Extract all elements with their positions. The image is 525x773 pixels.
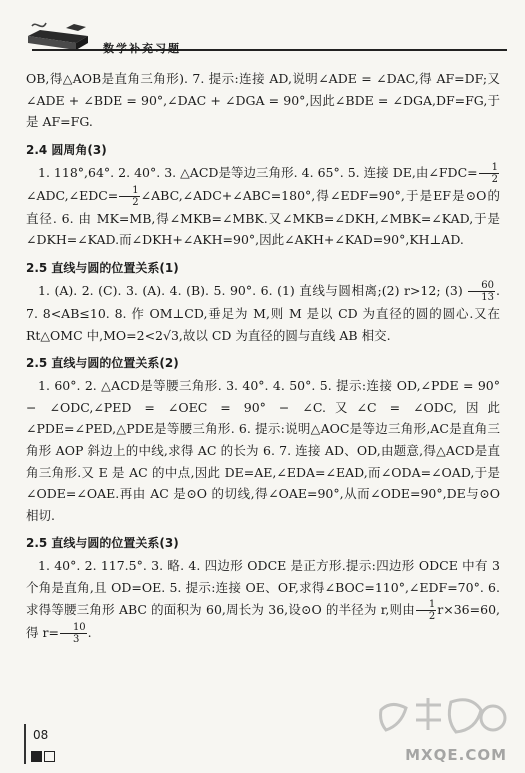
page-header [0, 0, 525, 62]
filled-square-icon [31, 751, 42, 762]
answer-paragraph [26, 375, 500, 526]
header-title: 数学补充习题 [103, 42, 181, 55]
fraction-denominator: 2 [132, 196, 139, 208]
fraction-denominator: 2 [428, 610, 436, 622]
answer-content [26, 68, 500, 645]
text-run: . 7. 8<AB≤10. 8. 作 OM⊥CD,垂足为 M,则 M 是以 CD 为直径的圆的圆心.又在 Rt△OMC 中,MO=2<2√3,故以 CD 为直径的圆与直线 AB 相交. [26, 282, 500, 343]
fraction [479, 162, 499, 185]
text-run: 1. 60°. 2. △ACD是等腰三角形. 3. 40°. 4. 50°. 5. 提示:连接 OD,∠PDE = 90° − ∠ODC,∠PED = ∠OEC = 90° − ∠C.又∠C = ∠ODC,因此∠PDE=∠PED,△PDE是等腰三角形. 6. 提示:说明△AOC是等边三角形,AC是直角三角形 AOP 斜边上的中线,求得 AC 的长为 6. 7. 连接 AD、OD,由题意,得△ACD是直角三角形.又 E 是 AC 的中点,因此 DE=AE,∠EDA=∠EAD,而∠ODA=∠OAD,于是∠ODE=∠OAE.再由 AC 是⊙O 的切线,得∠OAE=90°,从而∠ODE=90°,DE与⊙O相切. [26, 378, 500, 523]
watermark-text: MXQE.COM [405, 746, 507, 764]
fraction [60, 622, 87, 645]
fraction-denominator: 2 [491, 173, 498, 185]
text-run: r×36=60,得 r= [26, 601, 500, 640]
section-heading: 2.4 圆周角(3) [26, 142, 107, 157]
fraction [468, 280, 495, 303]
text-run: OB,得△AOB是直角三角形). 7. 提示:连接 AD,说明∠ADE = ∠DAC,得 AF=DF;又∠ADE + ∠BDE = 90°,∠DAC + ∠DGA = 90°,因此∠BDE = ∠DGA,DF=FG,于是 AF=FG. [26, 71, 500, 130]
section-heading: 2.5 直线与圆的位置关系(3) [26, 536, 179, 551]
answer-paragraph [26, 68, 500, 133]
text-run: ∠ABC,∠ADC+∠ABC=180°,得∠EDF=90°,于是EF是⊙O的直径. 6. 由 MK=MB,得∠MKB=∠MBK.又∠MKB=∠DKH,∠MBK=∠KAD,于是∠DKH=∠KAD.而∠DKH+∠AKH=90°,因此∠AKH+∠KAD=90°,KH⊥AD. [26, 187, 500, 248]
fraction-numerator: 1 [479, 162, 499, 174]
answer-paragraph [26, 280, 500, 346]
fraction-denominator: 13 [481, 291, 495, 303]
book-stack-icon [26, 14, 92, 54]
fraction-numerator: 1 [119, 185, 139, 197]
text-run: 1. 40°. 2. 117.5°. 3. 略. 4. 四边形 ODCE 是正方形.提示:四边形 ODCE 中有 3 个角是直角,且 OD=OE. 5. 提示:连接 OE、OF,求得∠BOC=110°,∠EDF=70°. 6. 求得等腰三角形 ABC 的面积为 60,周长为 36,设⊙O 的半径为 r,则由 [26, 558, 500, 617]
fraction-numerator: 60 [468, 280, 495, 292]
fraction [119, 185, 139, 208]
page-number: 08 [33, 728, 49, 742]
text-run: ∠ADC,∠EDC= [26, 187, 119, 203]
answer-paragraph [26, 555, 500, 644]
text-run: . [87, 624, 92, 640]
page-marks [31, 746, 57, 765]
section-heading: 2.5 直线与圆的位置关系(2) [26, 356, 179, 371]
footer-rule [24, 724, 26, 764]
text-run: 1. (A). 2. (C). 3. (A). 4. (B). 5. 90°. 6. (1) 直线与圆相离;(2) r>12; (3) [38, 282, 468, 298]
fraction-denominator: 3 [72, 633, 80, 645]
text-run: 1. 118°,64°. 2. 40°. 3. △ACD是等边三角形. 4. 65°. 5. 连接 DE,由∠FDC= [38, 164, 478, 180]
answer-paragraph [26, 162, 500, 251]
section-heading: 2.5 直线与圆的位置关系(1) [26, 260, 179, 275]
empty-square-icon [44, 751, 55, 762]
fraction-numerator: 10 [60, 622, 87, 634]
fraction [416, 599, 436, 622]
fraction-numerator: 1 [416, 599, 436, 611]
